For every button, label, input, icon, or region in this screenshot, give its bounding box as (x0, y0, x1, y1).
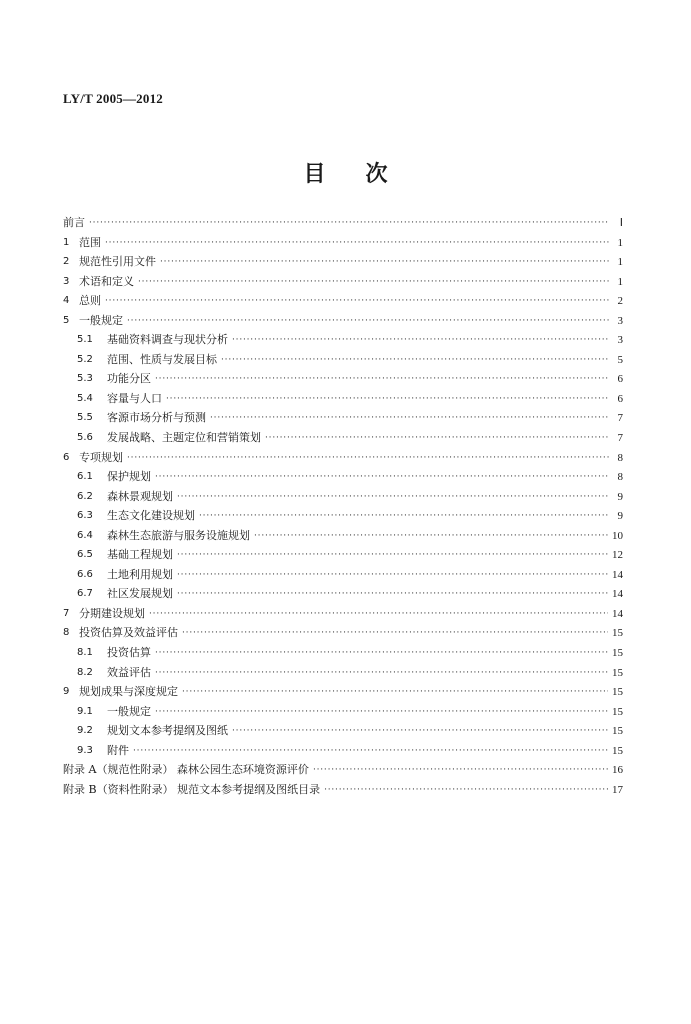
toc-entry-page-number: 15 (612, 705, 623, 718)
toc-entry-label: 土地利用规划 (107, 567, 173, 581)
toc-entry-number: 6.1 (77, 471, 93, 483)
toc-entry-label: 发展战略、主题定位和营销策划 (107, 431, 261, 445)
toc-entry-number: 5.1 (77, 334, 93, 346)
toc-entry-page-number: 10 (612, 529, 623, 542)
toc-entry-number: 8 (63, 627, 70, 639)
toc-entry-page-number: 8 (617, 471, 623, 484)
toc-entry-label: 前言 (63, 216, 85, 229)
toc-entry[interactable] (63, 236, 623, 256)
toc-entry[interactable] (63, 314, 623, 334)
toc-entry-page-number: 1 (617, 236, 623, 249)
toc-entry[interactable] (63, 392, 623, 412)
toc-entry-number: 9.1 (77, 705, 93, 717)
toc-entry-label: 总则 (79, 294, 101, 308)
dot-leader (177, 587, 608, 601)
dot-leader (182, 685, 608, 699)
toc-entry[interactable] (63, 411, 623, 431)
toc-entry[interactable] (63, 646, 623, 666)
toc-entry-label: 附件 (107, 743, 129, 757)
dot-leader (155, 470, 609, 484)
dot-leader (221, 353, 609, 367)
toc-entry-page-number: 5 (617, 353, 623, 366)
dot-leader (177, 568, 608, 582)
dot-leader (254, 529, 608, 543)
toc-entry-page-number: 12 (612, 549, 623, 562)
toc-entry[interactable] (63, 490, 623, 510)
toc-entry-page-number: 15 (612, 627, 623, 640)
toc-entry-label: 范围 (79, 235, 101, 249)
toc-entry-number: 5.6 (77, 432, 93, 444)
dot-leader (155, 666, 608, 680)
toc-entry[interactable] (63, 529, 623, 549)
dot-leader (89, 216, 609, 230)
toc-entry-page-number: 15 (612, 647, 623, 660)
dot-leader (149, 607, 608, 621)
toc-entry-label: 投资估算及效益评估 (79, 626, 178, 640)
page-title (0, 157, 691, 188)
toc-entry-label: 分期建设规划 (79, 606, 145, 620)
toc-entry-page-number: 16 (612, 764, 623, 777)
toc-entry-number: 6.7 (77, 588, 93, 600)
toc-entry-number: 8.1 (77, 647, 93, 659)
toc-entry[interactable] (63, 705, 623, 725)
toc-entry-number: 3 (63, 275, 70, 287)
toc-entry-number: 2 (63, 256, 70, 268)
toc-entry[interactable] (63, 255, 623, 275)
toc-entry-label: 社区发展规划 (107, 587, 173, 601)
toc-entry-label: 规划成果与深度规定 (79, 685, 178, 699)
toc-entry-number: 6 (63, 451, 70, 463)
toc-entry-page-number: 15 (612, 666, 623, 679)
toc-entry[interactable] (63, 294, 623, 314)
toc-entry-page-number: 15 (612, 686, 623, 699)
toc-entry-number: 9.3 (77, 744, 93, 756)
toc-entry-page-number: 14 (612, 607, 623, 620)
toc-entry-number: 8.2 (77, 666, 93, 678)
dot-leader (232, 724, 608, 738)
toc-entry-page-number: 14 (612, 568, 623, 581)
dot-leader (138, 275, 609, 289)
toc-entry[interactable] (63, 216, 623, 236)
toc-entry-page-number: 6 (617, 392, 623, 405)
toc-entry-label: 基础资料调查与现状分析 (107, 333, 228, 347)
toc-entry[interactable] (63, 568, 623, 588)
title-char-right: 次 (365, 162, 388, 187)
toc-entry[interactable] (63, 470, 623, 490)
toc-entry-number: 6.2 (77, 490, 93, 502)
title-char-left: 目 (303, 162, 326, 187)
dot-leader (210, 411, 609, 425)
toc-entry-page-number: 14 (612, 588, 623, 601)
standard-code: LY/T 2005—2012 (63, 91, 163, 106)
dot-leader (182, 626, 608, 640)
toc-entry-page-number: 7 (617, 432, 623, 445)
toc-entry-number: 6.6 (77, 568, 93, 580)
toc-entry[interactable] (63, 685, 623, 705)
toc-entry-number: 6.4 (77, 529, 93, 541)
toc-entry[interactable] (63, 372, 623, 392)
toc-entry-label: 保护规划 (107, 470, 151, 484)
toc-entry[interactable] (63, 666, 623, 686)
toc-entry-page-number: 3 (617, 334, 623, 347)
toc-entry-label: 附录 B（资料性附录） 规范文本参考提纲及图纸目录 (63, 782, 321, 796)
toc-entry-number: 6.5 (77, 549, 93, 561)
dot-leader (265, 431, 609, 445)
toc-entry-label: 术语和定义 (79, 274, 134, 288)
toc-entry-label: 生态文化建设规划 (107, 509, 195, 523)
toc-entry[interactable] (63, 783, 623, 803)
toc-entry-page-number: 2 (617, 295, 623, 308)
dot-leader (155, 705, 608, 719)
toc-entry-page-number: 1 (617, 275, 623, 288)
toc-entry[interactable] (63, 763, 623, 783)
dot-leader (324, 783, 608, 797)
toc-entry[interactable] (63, 724, 623, 744)
toc-entry-label: 效益评估 (107, 665, 151, 679)
toc-entry-page-number: 6 (617, 373, 623, 386)
toc-entry-number: 9.2 (77, 725, 93, 737)
toc-entry[interactable] (63, 744, 623, 764)
toc-entry-label: 附录 A（规范性附录） 森林公园生态环境资源评价 (63, 763, 309, 777)
toc-entry-page-number: 9 (617, 510, 623, 523)
table-of-contents (63, 216, 623, 802)
toc-entry[interactable] (63, 548, 623, 568)
toc-entry-page-number: 8 (617, 451, 623, 464)
toc-entry-number: 5.4 (77, 392, 93, 404)
dot-leader (232, 333, 609, 347)
dot-leader (155, 372, 609, 386)
toc-entry-number: 6.3 (77, 510, 93, 522)
dot-leader (177, 548, 608, 562)
toc-entry-page-number: 7 (617, 412, 623, 425)
toc-entry-number: 4 (63, 295, 70, 307)
toc-entry-label: 森林生态旅游与服务设施规划 (107, 528, 250, 542)
toc-entry[interactable] (63, 509, 623, 529)
dot-leader (127, 451, 609, 465)
dot-leader (199, 509, 609, 523)
dot-leader (160, 255, 609, 269)
toc-entry[interactable] (63, 275, 623, 295)
toc-entry-page-number: 15 (612, 725, 623, 738)
toc-entry-label: 规范性引用文件 (79, 255, 156, 269)
dot-leader (105, 294, 609, 308)
toc-entry-number: 9 (63, 686, 70, 698)
toc-entry-label: 森林景观规划 (107, 489, 173, 503)
toc-entry-page-number: 1 (617, 256, 623, 269)
dot-leader (105, 236, 609, 250)
dot-leader (127, 314, 609, 328)
toc-entry-label: 范围、性质与发展目标 (107, 352, 217, 366)
toc-entry[interactable] (63, 626, 623, 646)
toc-entry-label: 一般规定 (79, 313, 123, 327)
toc-entry-label: 专项规划 (79, 450, 123, 464)
toc-entry[interactable] (63, 587, 623, 607)
dot-leader (166, 392, 609, 406)
toc-entry-label: 规划文本参考提纲及图纸 (107, 724, 228, 738)
dot-leader (177, 490, 609, 504)
toc-entry-page-number: 3 (617, 314, 623, 327)
toc-entry[interactable] (63, 431, 623, 451)
toc-entry-label: 投资估算 (107, 646, 151, 660)
toc-entry-page-number: 15 (612, 744, 623, 757)
dot-leader (155, 646, 608, 660)
toc-entry-page-number: 9 (617, 490, 623, 503)
toc-entry[interactable] (63, 607, 623, 627)
toc-entry-label: 容量与人口 (107, 391, 162, 405)
toc-entry-number: 5 (63, 314, 70, 326)
toc-entry-page-number: Ⅰ (619, 217, 623, 229)
toc-entry-label: 功能分区 (107, 372, 151, 386)
toc-entry-number: 5.2 (77, 353, 93, 365)
toc-entry-label: 一般规定 (107, 704, 151, 718)
toc-entry-label: 基础工程规划 (107, 548, 173, 562)
dot-leader (133, 744, 608, 758)
toc-entry-page-number: 17 (612, 783, 623, 796)
toc-entry[interactable] (63, 333, 623, 353)
toc-entry-number: 7 (63, 607, 70, 619)
toc-entry-label: 客源市场分析与预测 (107, 411, 206, 425)
toc-entry-number: 5.5 (77, 412, 93, 424)
toc-entry[interactable] (63, 353, 623, 373)
toc-entry[interactable] (63, 451, 623, 471)
toc-entry-number: 5.3 (77, 373, 93, 385)
toc-entry-number: 1 (63, 236, 70, 248)
dot-leader (313, 763, 608, 777)
